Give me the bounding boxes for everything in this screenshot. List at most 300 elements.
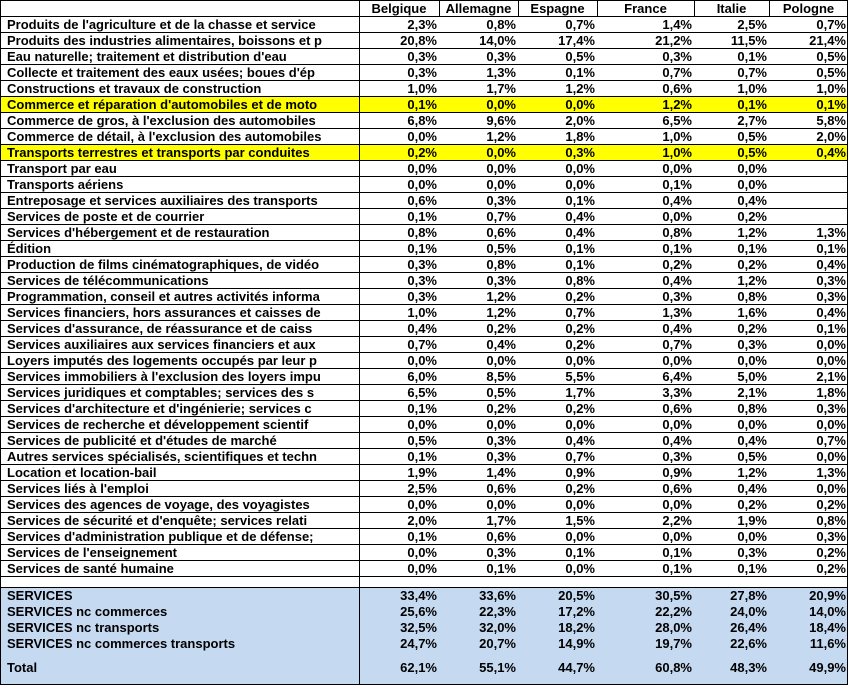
row-value: 0,4%	[565, 209, 595, 224]
row-value: 0,2%	[565, 321, 595, 336]
row-value: 1,7%	[486, 81, 516, 96]
grid-hline	[0, 464, 848, 465]
table-row	[0, 529, 848, 545]
row-value: 1,4%	[486, 465, 516, 480]
table-row	[0, 561, 848, 577]
grid-hline	[0, 208, 848, 209]
row-value: 19,7%	[655, 636, 692, 651]
row-value: 0,0%	[486, 497, 516, 512]
row-value: 0,3%	[407, 49, 437, 64]
row-value: 0,0%	[816, 449, 846, 464]
table-row	[0, 177, 848, 193]
row-value: 2,5%	[737, 17, 767, 32]
row-value: 0,1%	[816, 321, 846, 336]
column-header: Espagne	[530, 1, 585, 16]
row-label: Services d'hébergement et de restauration	[7, 225, 270, 240]
row-value: 0,5%	[486, 385, 516, 400]
table-row	[0, 257, 848, 273]
row-value: 60,8%	[655, 660, 692, 675]
grid-hline	[0, 432, 848, 433]
row-value: 0,4%	[662, 193, 692, 208]
row-value: 1,0%	[407, 81, 437, 96]
row-value: 0,1%	[565, 241, 595, 256]
row-value: 0,0%	[565, 97, 595, 112]
row-value: 0,2%	[565, 401, 595, 416]
row-label: Services de télécommunications	[7, 273, 209, 288]
row-value: 0,1%	[565, 65, 595, 80]
row-value: 1,0%	[662, 145, 692, 160]
row-value: 0,8%	[662, 225, 692, 240]
row-label: Produits des industries alimentaires, boissons et p	[7, 33, 322, 48]
table-row	[0, 289, 848, 305]
grid-hline	[0, 448, 848, 449]
row-value: 0,1%	[737, 561, 767, 576]
row-value: 0,0%	[662, 529, 692, 544]
row-value: 6,5%	[407, 385, 437, 400]
row-value: 0,5%	[816, 49, 846, 64]
row-value: 0,1%	[662, 561, 692, 576]
row-value: 48,3%	[730, 660, 767, 675]
row-value: 1,0%	[816, 81, 846, 96]
row-label: Services de recherche et développement scientif	[7, 417, 309, 432]
row-value: 0,2%	[737, 209, 767, 224]
table-row	[0, 305, 848, 321]
row-value: 0,2%	[486, 401, 516, 416]
row-value: 0,0%	[565, 353, 595, 368]
row-value: 0,1%	[407, 401, 437, 416]
row-value: 0,0%	[565, 161, 595, 176]
row-value: 0,5%	[486, 241, 516, 256]
row-label: Collecte et traitement des eaux usées; boues d'ép	[7, 65, 315, 80]
table-row	[0, 433, 848, 449]
row-value: 6,0%	[407, 369, 437, 384]
row-value: 0,0%	[486, 177, 516, 192]
row-value: 0,8%	[816, 513, 846, 528]
row-value: 0,0%	[565, 497, 595, 512]
row-value: 0,0%	[737, 353, 767, 368]
row-value: 3,3%	[662, 385, 692, 400]
grid-hline	[0, 240, 848, 241]
row-value: 0,0%	[565, 561, 595, 576]
row-value: 0,2%	[737, 321, 767, 336]
row-value: 0,5%	[407, 433, 437, 448]
row-value: 0,6%	[486, 529, 516, 544]
grid-hline	[0, 272, 848, 273]
row-value: 0,1%	[565, 193, 595, 208]
row-value: 0,3%	[407, 257, 437, 272]
grid-hline	[0, 384, 848, 385]
row-value: 0,4%	[662, 273, 692, 288]
row-value: 0,3%	[407, 273, 437, 288]
row-value: 14,0%	[479, 33, 516, 48]
grid-hline	[0, 587, 848, 588]
row-value: 0,5%	[737, 145, 767, 160]
row-label: Services liés à l'emploi	[7, 481, 149, 496]
table-row	[0, 113, 848, 129]
row-value: 0,0%	[565, 529, 595, 544]
table-row	[0, 353, 848, 369]
grid-hline	[0, 496, 848, 497]
row-value: 0,2%	[737, 497, 767, 512]
row-value: 0,8%	[407, 225, 437, 240]
grid-hline	[0, 32, 848, 33]
row-value: 0,3%	[486, 545, 516, 560]
row-label: Services de l'enseignement	[7, 545, 178, 560]
row-value: 0,0%	[486, 161, 516, 176]
table-row	[0, 33, 848, 49]
row-label: Services d'architecture et d'ingénierie; services c	[7, 401, 312, 416]
table-row	[0, 81, 848, 97]
row-value: 0,7%	[662, 337, 692, 352]
row-value: 0,8%	[486, 257, 516, 272]
row-value: 0,3%	[662, 449, 692, 464]
row-value: 9,6%	[486, 113, 516, 128]
row-value: 0,2%	[737, 257, 767, 272]
row-value: 0,4%	[737, 481, 767, 496]
row-value: 0,2%	[662, 257, 692, 272]
row-label: Commerce de gros, à l'exclusion des automobiles	[7, 113, 316, 128]
row-value: 0,3%	[486, 433, 516, 448]
row-label: Entreposage et services auxiliaires des transports	[7, 193, 318, 208]
row-value: 0,2%	[816, 561, 846, 576]
row-label: Services de publicité et d'études de marché	[7, 433, 277, 448]
row-value: 21,2%	[655, 33, 692, 48]
row-value: 0,6%	[662, 81, 692, 96]
row-value: 0,1%	[662, 241, 692, 256]
row-value: 0,3%	[486, 193, 516, 208]
header-row	[0, 1, 848, 17]
row-value: 0,0%	[486, 145, 516, 160]
row-value: 0,0%	[407, 129, 437, 144]
table-row	[0, 481, 848, 497]
grid-hline	[0, 560, 848, 561]
table-row	[0, 49, 848, 65]
row-label: Production de films cinématographiques, de vidéo	[7, 257, 320, 272]
row-value: 0,1%	[565, 545, 595, 560]
row-label: Total	[7, 660, 38, 675]
grid-hline	[0, 304, 848, 305]
row-value: 30,5%	[655, 588, 692, 603]
table-row	[0, 273, 848, 289]
row-value: 0,0%	[407, 497, 437, 512]
row-value: 0,5%	[737, 449, 767, 464]
column-header: Pologne	[782, 1, 835, 16]
row-value: 2,0%	[565, 113, 595, 128]
row-value	[769, 177, 848, 193]
row-value: 32,0%	[479, 620, 516, 635]
row-value: 0,0%	[662, 209, 692, 224]
table-row	[0, 465, 848, 481]
row-value: 33,6%	[479, 588, 516, 603]
grid-hline	[0, 128, 848, 129]
row-value: 22,6%	[730, 636, 767, 651]
row-value: 0,7%	[407, 337, 437, 352]
grid-hline	[0, 192, 848, 193]
row-value: 14,9%	[558, 636, 595, 651]
row-value: 0,0%	[407, 545, 437, 560]
row-value: 1,3%	[486, 65, 516, 80]
row-value: 0,3%	[816, 289, 846, 304]
grid-hline	[0, 112, 848, 113]
table-row	[0, 497, 848, 513]
row-value: 1,3%	[816, 225, 846, 240]
row-value: 11,6%	[809, 636, 846, 651]
row-value: 0,2%	[565, 289, 595, 304]
row-value: 0,7%	[737, 65, 767, 80]
row-value: 0,8%	[565, 273, 595, 288]
grid-hline	[0, 48, 848, 49]
table-row	[0, 545, 848, 561]
row-value: 0,4%	[737, 193, 767, 208]
row-value: 5,0%	[737, 369, 767, 384]
row-value: 0,6%	[662, 401, 692, 416]
row-value: 5,5%	[565, 369, 595, 384]
grid-hline	[0, 576, 848, 577]
grid-hline	[0, 224, 848, 225]
row-value: 2,0%	[816, 129, 846, 144]
grid-vline	[597, 0, 598, 17]
row-value: 1,7%	[486, 513, 516, 528]
row-value: 0,0%	[407, 417, 437, 432]
row-label: Services juridiques et comptables; services des s	[7, 385, 315, 400]
row-value: 0,2%	[565, 481, 595, 496]
row-value: 33,4%	[400, 588, 437, 603]
row-label: Location et location-bail	[7, 465, 157, 480]
row-value: 0,8%	[486, 17, 516, 32]
row-value: 0,3%	[407, 65, 437, 80]
row-value	[769, 193, 848, 209]
row-label: Services d'assurance, de réassurance et de caiss	[7, 321, 313, 336]
row-value: 0,0%	[816, 337, 846, 352]
row-value: 1,8%	[565, 129, 595, 144]
row-label: Services de sécurité et d'enquête; services relati	[7, 513, 308, 528]
row-value: 17,4%	[558, 33, 595, 48]
grid-hline	[0, 80, 848, 81]
row-value: 0,4%	[662, 433, 692, 448]
row-value: 49,9%	[809, 660, 846, 675]
row-label: Produits de l'agriculture et de la chasse et service	[7, 17, 316, 32]
row-value: 0,0%	[662, 417, 692, 432]
grid-hline	[0, 160, 848, 161]
row-value: 0,1%	[737, 241, 767, 256]
row-label: Commerce de détail, à l'exclusion des automobiles	[7, 129, 322, 144]
row-value: 0,0%	[816, 481, 846, 496]
grid-hline	[0, 336, 848, 337]
row-value: 1,2%	[486, 305, 516, 320]
row-value: 0,0%	[565, 417, 595, 432]
row-value: 2,3%	[407, 17, 437, 32]
row-value: 20,8%	[400, 33, 437, 48]
row-label: Édition	[7, 241, 52, 256]
row-label: Loyers imputés des logements occupés par leur p	[7, 353, 317, 368]
row-value: 0,0%	[407, 177, 437, 192]
row-label: Services de poste et de courrier	[7, 209, 205, 224]
row-label: Autres services spécialisés, scientifiques et techn	[7, 449, 317, 464]
row-value: 0,1%	[407, 241, 437, 256]
row-value: 0,0%	[565, 177, 595, 192]
summary-row	[0, 636, 848, 652]
row-value: 0,4%	[407, 321, 437, 336]
row-value: 0,8%	[737, 289, 767, 304]
row-label: Services des agences de voyage, des voyagistes	[7, 497, 310, 512]
row-value: 2,1%	[737, 385, 767, 400]
table-row	[0, 145, 848, 161]
row-value: 0,0%	[407, 561, 437, 576]
table-row	[0, 65, 848, 81]
row-value: 0,0%	[737, 161, 767, 176]
table-row	[0, 17, 848, 33]
row-label: Services d'administration publique et de défense;	[7, 529, 314, 544]
row-value: 0,2%	[486, 321, 516, 336]
row-value: 0,5%	[737, 129, 767, 144]
row-value: 1,2%	[662, 97, 692, 112]
row-value: 5,8%	[816, 113, 846, 128]
row-value: 1,3%	[662, 305, 692, 320]
grid-hline	[0, 256, 848, 257]
row-value: 0,1%	[407, 449, 437, 464]
table-row	[0, 417, 848, 433]
row-value: 0,3%	[816, 529, 846, 544]
row-label: Transports terrestres et transports par conduites	[7, 145, 310, 160]
row-label: Commerce et réparation d'automobiles et de moto	[7, 97, 318, 112]
row-value: 1,0%	[737, 81, 767, 96]
row-label: Services financiers, hors assurances et caisses de	[7, 305, 321, 320]
row-label: Eau naturelle; traitement et distribution d'eau	[7, 49, 287, 64]
table-row	[0, 369, 848, 385]
row-value: 0,9%	[662, 465, 692, 480]
row-value: 0,6%	[486, 481, 516, 496]
row-value: 11,5%	[730, 33, 767, 48]
row-value: 0,3%	[407, 289, 437, 304]
row-label: Transports aériens	[7, 177, 124, 192]
row-value: 0,0%	[662, 497, 692, 512]
row-value: 1,6%	[737, 305, 767, 320]
row-value: 6,4%	[662, 369, 692, 384]
row-value: 1,2%	[737, 225, 767, 240]
row-value: 0,1%	[737, 49, 767, 64]
row-value: 20,5%	[558, 588, 595, 603]
row-value: 0,3%	[662, 49, 692, 64]
row-value: 0,3%	[816, 273, 846, 288]
table-row	[0, 337, 848, 353]
grid-vline	[769, 0, 770, 17]
row-value: 0,4%	[816, 145, 846, 160]
row-value: 18,4%	[809, 620, 846, 635]
row-value: 1,8%	[816, 385, 846, 400]
row-value: 0,7%	[816, 433, 846, 448]
row-value: 0,0%	[737, 529, 767, 544]
row-value: 0,0%	[486, 97, 516, 112]
row-value: 0,4%	[565, 433, 595, 448]
table-row	[0, 241, 848, 257]
grid-hline	[0, 96, 848, 97]
grid-hline	[0, 528, 848, 529]
row-value: 0,5%	[816, 65, 846, 80]
column-header: Italie	[716, 1, 747, 16]
row-value: 0,1%	[565, 257, 595, 272]
summary-row	[0, 588, 848, 604]
row-value: 22,3%	[479, 604, 516, 619]
row-value: 24,0%	[730, 604, 767, 619]
row-value: 17,2%	[558, 604, 595, 619]
grid-hline	[0, 480, 848, 481]
grid-hline	[0, 16, 848, 17]
row-value: 0,3%	[486, 273, 516, 288]
row-value: 1,9%	[737, 513, 767, 528]
row-value: 0,0%	[486, 353, 516, 368]
row-value: 26,4%	[730, 620, 767, 635]
row-value: 24,7%	[400, 636, 437, 651]
row-value: 1,0%	[662, 129, 692, 144]
row-value: 0,7%	[816, 17, 846, 32]
row-value: 6,8%	[407, 113, 437, 128]
row-value: 25,6%	[400, 604, 437, 619]
row-value: 28,0%	[655, 620, 692, 635]
row-value: 0,0%	[816, 417, 846, 432]
row-value: 55,1%	[479, 660, 516, 675]
row-value: 0,3%	[565, 145, 595, 160]
row-value: 0,8%	[737, 401, 767, 416]
row-value: 0,0%	[662, 353, 692, 368]
grid-hline	[0, 368, 848, 369]
row-value: 0,0%	[407, 353, 437, 368]
row-value: 20,7%	[479, 636, 516, 651]
row-value: 0,1%	[816, 241, 846, 256]
table-row	[0, 225, 848, 241]
row-value: 0,1%	[662, 545, 692, 560]
grid-hline	[0, 288, 848, 289]
row-value: 0,6%	[407, 193, 437, 208]
row-label: Services immobiliers à l'exclusion des loyers impu	[7, 369, 321, 384]
row-value: 1,0%	[407, 305, 437, 320]
row-value: 0,7%	[565, 449, 595, 464]
grid-hline	[0, 320, 848, 321]
row-value: 2,0%	[407, 513, 437, 528]
grid-hline	[0, 400, 848, 401]
row-value: 0,1%	[816, 97, 846, 112]
row-value: 0,1%	[737, 97, 767, 112]
row-value: 32,5%	[400, 620, 437, 635]
summary-row	[0, 620, 848, 636]
row-value: 1,4%	[662, 17, 692, 32]
row-value: 0,2%	[407, 145, 437, 160]
row-value: 14,0%	[809, 604, 846, 619]
row-value: 0,4%	[565, 225, 595, 240]
column-header: France	[624, 1, 667, 16]
total-row	[0, 660, 848, 676]
row-label: Transport par eau	[7, 161, 117, 176]
table-row	[0, 401, 848, 417]
row-value: 21,4%	[809, 33, 846, 48]
row-value: 62,1%	[400, 660, 437, 675]
row-value: 0,4%	[816, 257, 846, 272]
row-value: 2,7%	[737, 113, 767, 128]
row-value: 1,2%	[486, 129, 516, 144]
grid-vline	[694, 0, 695, 17]
row-value: 1,3%	[816, 465, 846, 480]
row-value: 1,7%	[565, 385, 595, 400]
row-value: 0,4%	[486, 337, 516, 352]
table-row	[0, 513, 848, 529]
row-value: 0,1%	[407, 209, 437, 224]
row-value: 0,4%	[737, 433, 767, 448]
grid-hline	[0, 0, 848, 1]
row-value: 0,7%	[486, 209, 516, 224]
table-row	[0, 209, 848, 225]
table-row	[0, 385, 848, 401]
table-row	[0, 97, 848, 113]
row-value: 0,3%	[486, 49, 516, 64]
